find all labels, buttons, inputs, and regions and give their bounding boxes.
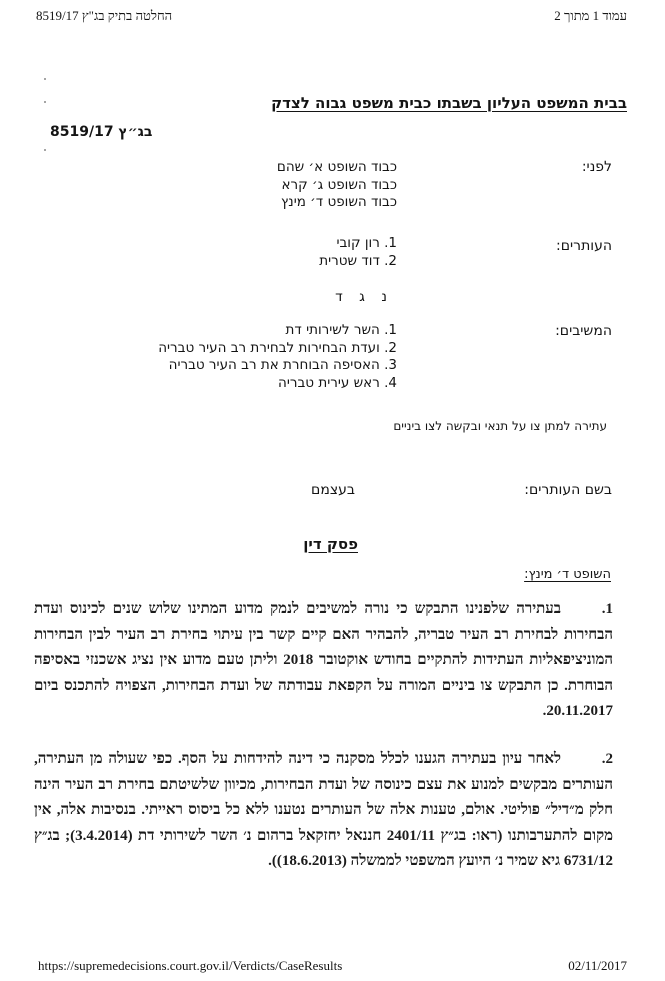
ruling-paragraph-2: [34, 747, 613, 875]
respondents-list: [158, 322, 397, 392]
petition-subject: עתירה למתן צו על תנאי ובקשה לצו ביניים: [393, 419, 607, 433]
respondent-item: 4. ראש עירית טבריה: [278, 374, 397, 391]
judges-list: [277, 159, 397, 212]
paragraph-text: בעתירה שלפנינו התבקש כי נורה למשיבים לנמק מדוע המתינו שלוש שנים לכינוס ועדת הבחירות לבחירת רב העיר טבריה, להבהיר האם קיים קשר בין עיתוי בחירת רב העיר לבין הבחירות המוניציפאליות העתידות להתקיים בחודש אוקטובר 2018 וליתן טעם מדוע אין נציג אשכנזי באסיפה הבוחרת. כן התבקש צו ביניים המורה על הקפאת עבודתה של ועדת הבחירות, הצפויה להתכנס ביום 20.11.2017.: [34, 601, 613, 719]
judge-item: כבוד השופט ג׳ קרא: [281, 176, 397, 193]
page-indicator: עמוד 1 מתוך 2: [554, 8, 627, 23]
respondent-item: 2. ועדת הבחירות לבחירת רב העיר טבריה: [158, 339, 397, 356]
before-label: לפני:: [581, 159, 612, 175]
scan-speck: [44, 149, 46, 151]
ruling-title: פסק דין: [303, 535, 358, 553]
paragraph-number: 2.: [601, 751, 613, 767]
document-reference: החלטה בתיק בג"ץ 8519/17: [36, 8, 173, 23]
judge-item: כבוד השופט א׳ שהם: [276, 159, 397, 175]
representation-value: בעצמם: [311, 482, 355, 498]
versus-label: נ ג ד: [335, 289, 393, 305]
petitioner-item: 1. רון קובי: [336, 235, 397, 251]
scan-speck: [44, 101, 46, 103]
case-number: בג״ץ 8519/17: [50, 124, 153, 140]
petitioners-list: [319, 235, 397, 270]
paragraph-text: לאחר עיון בעתירה הגענו לכלל מסקנה כי דינה להידחות על הסף. כפי שעולה מן העתירה, העותרים מבקשים למנוע את עצם כינוסה של ועדת הבחירות, מכיוון שלשיטתם בחירת רב העיר הינה חלק מ״דיל״ פוליטי. אולם, טענות אלה של העותרים נטענו ללא כל ביסוס ראייתי. בנסיבות אלה, אין מקום להתערבותנו (ראו: בג״ץ 2401/11 חננאל יחזקאל ברהום נ׳ השר לשירותי דת (3.4.2014); בג״ץ 6731/12 גיא שמיר נ׳ היועץ המשפטי לממשלה (18.6.2013)).: [34, 751, 614, 869]
ruling-judge: השופט ד׳ מינץ:: [524, 567, 611, 582]
print-date: 02/11/2017: [568, 958, 627, 973]
paragraph-number: 1.: [601, 601, 613, 617]
respondent-item: 1. השר לשירותי דת: [285, 322, 397, 338]
ruling-paragraph-1: [34, 597, 613, 725]
source-url: https://supremedecisions.court.gov.il/Verdicts/CaseResults: [38, 958, 343, 973]
scan-speck: [44, 78, 46, 80]
representation-label: בשם העותרים:: [524, 482, 612, 498]
petitioner-item: 2. דוד שטרית: [319, 252, 397, 269]
judge-item: כבוד השופט ד׳ מינץ: [281, 194, 397, 210]
respondent-item: 3. האסיפה הבוחרת את רב העיר טבריה: [168, 357, 397, 373]
petitioners-label: העותרים:: [556, 238, 612, 254]
court-title: בבית המשפט העליון בשבתו כבית משפט גבוה לצדק: [271, 94, 627, 112]
respondents-label: המשיבים:: [555, 323, 612, 339]
